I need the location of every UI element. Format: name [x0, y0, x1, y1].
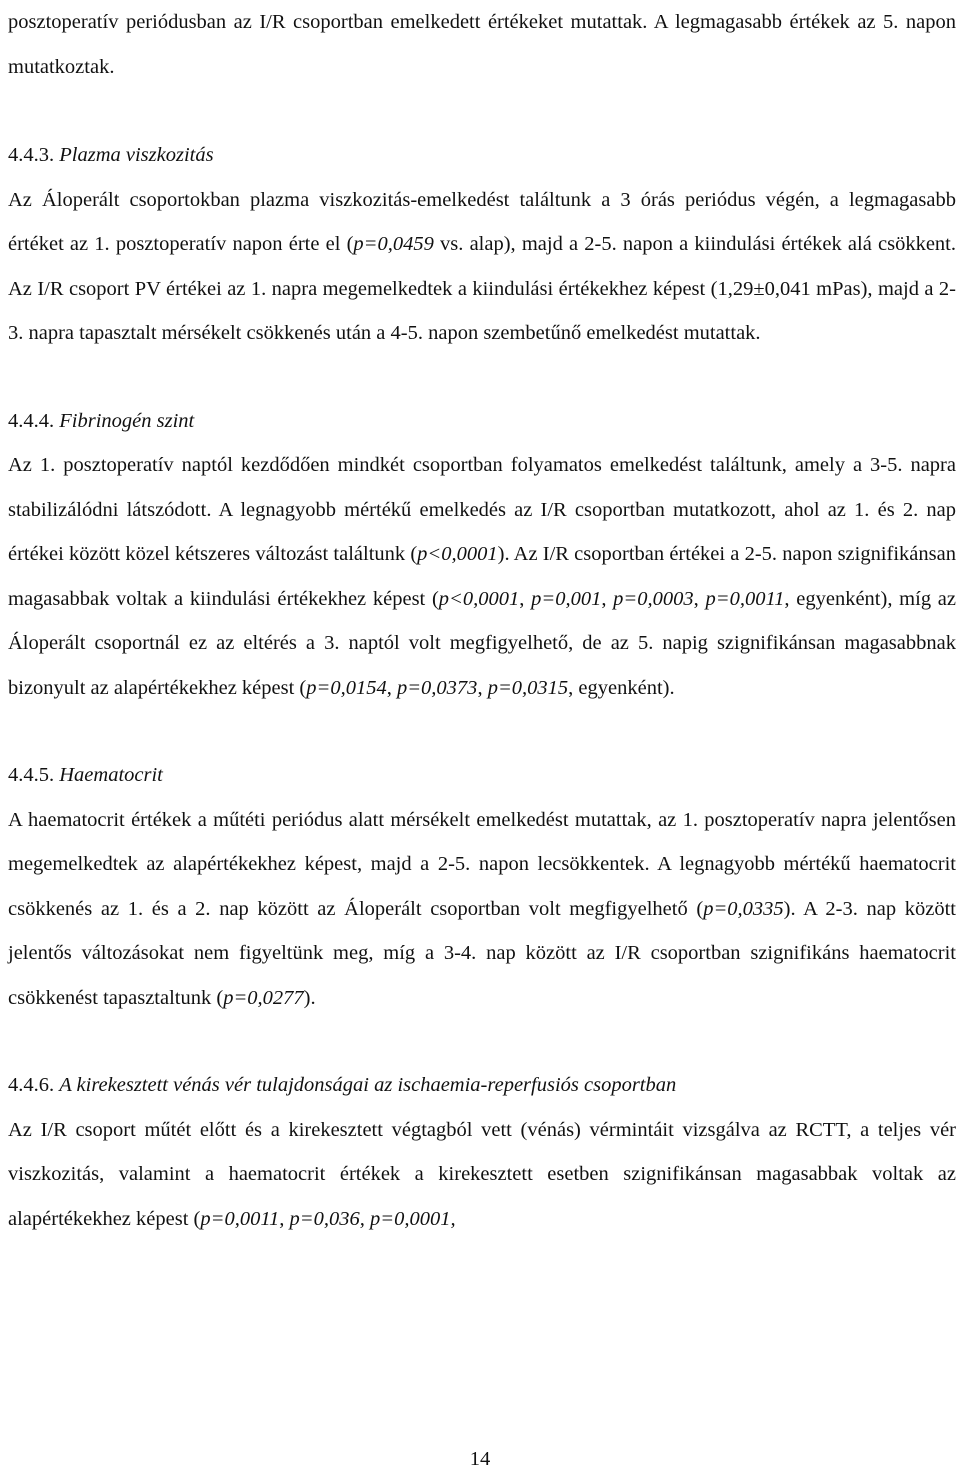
paragraph-text: ). A 2-3. nap között jelentős változásokat nem figyeltünk meg, míg a 3-4. nap között az I/R csoportban szignifikáns haematocrit csökkenést tapasztaltunk ( [8, 897, 956, 1009]
section-number: 4.4.3. [8, 144, 55, 166]
p-value: p<0,0001 [438, 587, 520, 610]
p-value: p=0,0011, p=0,036, p=0,0001, [200, 1207, 456, 1230]
paragraph-text: ). [303, 986, 316, 1009]
paragraph-text: Az 1. posztoperatív naptól kezdődően mindkét csoportban folyamatos emelkedést találtunk, amely a 3-5. napra stabilizálódni látszódott. A legnagyobb mértékű emelkedés az I/R csoportban mutatkozott, ahol az 1. és 2. nap értékei között közel kétszeres változást találtunk ( [8, 454, 956, 565]
separator: , [693, 587, 706, 610]
separator: , [386, 676, 397, 699]
p-value: p=0,001 [531, 587, 602, 610]
p-value: p=0,0003 [613, 587, 694, 610]
viscosity-paragraph [8, 178, 956, 356]
p-value: p=0,0335 [703, 897, 784, 920]
page-number: 14 [469, 1448, 491, 1470]
paragraph-text: Az I/R csoport műtét előtt és a kirekesztett végtagból vett (vénás) vérmintáit vizsgálva az RCTT, a teljes vér viszkozitás, valamint a haematocrit értékek a kirekesztett esetben szignifikánsan magasabbak voltak az alapértékekhez képest ( [8, 1118, 956, 1230]
venous-paragraph [8, 1108, 956, 1242]
section-heading-fibrinogen [8, 399, 956, 444]
haematocrit-paragraph [8, 798, 956, 1021]
section-title: Fibrinogén szint [59, 409, 195, 432]
section-title: Plazma viszkozitás [59, 144, 214, 166]
paragraph-text: A haematocrit értékek a műtéti periódus alatt mérsékelt emelkedést mutattak, az 1. posztoperatív napra jelentősen megemelkedtek az alapértékekhez képest, majd a 2-5. napon lecsökkentek. A legnagyobb mértékű haematocrit csökkenés az 1. és a 2. nap között az Áloperált csoportban volt megfigyelhető ( [8, 808, 956, 920]
paragraph-text: ). Az I/R csoportban értékei a 2-5. napon szignifikánsan magasabbak voltak a kiindulási értékekhez képest ( [8, 543, 956, 610]
section-heading-viscosity [8, 133, 956, 178]
p-value: p=0,0315 [487, 676, 569, 699]
paragraph-text: , egyenként). [568, 676, 675, 699]
section-heading-venous [8, 1063, 956, 1108]
spacer [8, 89, 956, 133]
section-number: 4.4.5. [8, 764, 55, 786]
paragraph-text: , egyenként), míg az Áloperált csoportnál ez az eltérés a 3. naptól volt megfigyelhető, de az 5. napig szignifikánsan magasabbnak bizonyult az alapértékekhez képest ( [8, 587, 956, 699]
spacer [8, 356, 956, 399]
intro-text: posztoperatív periódusban az I/R csoportban emelkedett értékeket mutattak. A legmagasabb értékek az 5. napon mutatkoztak. [8, 11, 956, 78]
p-value: p=0,0154 [306, 676, 387, 699]
paragraph-text: Az Áloperált csoportokban plazma viszkozitás-emelkedést találtunk a 3 órás periódus végén, a legmagasabb értéket az 1. posztoperatív napon érte el ( [8, 188, 956, 255]
p-value: p=0,0373 [396, 676, 478, 699]
section-number: 4.4.6. [8, 1074, 55, 1096]
paragraph-text: vs. alap), majd a 2-5. napon a kiindulási értékek alá csökkent. Az I/R csoport PV értékei az 1. napra megemelkedtek a kiindulási értékekhez képest (1,29±0,041 mPas), majd a 2-3. napra tapasztalt mérsékelt csökkenés után a 4-5. napon szembetűnő emelkedést mutattak. [8, 233, 956, 344]
separator: , [519, 587, 532, 610]
spacer [8, 710, 956, 753]
section-number: 4.4.4. [8, 409, 55, 432]
document-page [8, 0, 956, 1241]
section-title: A kirekesztett vénás vér tulajdonságai az ischaemia-reperfusiós csoportban [59, 1074, 677, 1096]
p-value: p=0,0277 [223, 986, 304, 1009]
p-value: p=0,0011 [705, 587, 785, 610]
section-title: Haematocrit [59, 764, 163, 786]
intro-paragraph [8, 0, 956, 89]
separator: , [601, 587, 614, 610]
spacer [8, 1020, 956, 1063]
separator: , [477, 676, 488, 699]
section-heading-haematocrit [8, 753, 956, 798]
p-value: p<0,0001 [417, 543, 498, 565]
p-value: p=0,0459 [353, 233, 434, 255]
fibrinogen-paragraph [8, 443, 956, 710]
